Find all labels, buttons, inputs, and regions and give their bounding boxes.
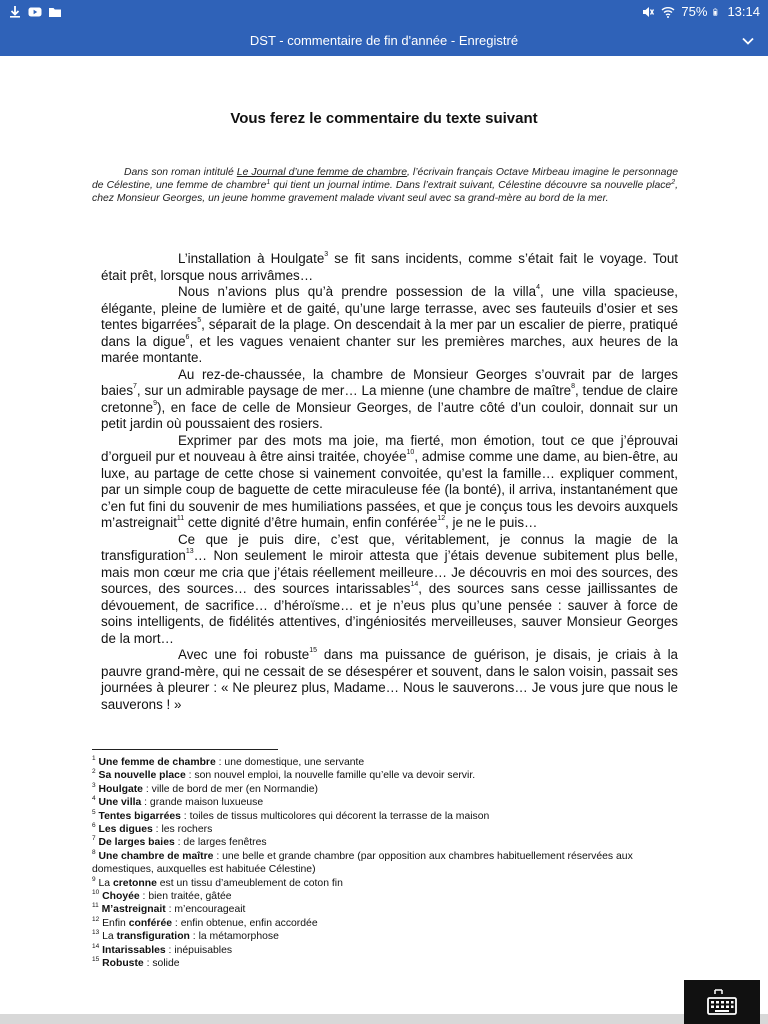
footnote-definition: : une domestique, une servante — [215, 757, 365, 768]
paragraph-text: , et les vagues venaient chanter sur les premières marches, aux heures de la marée montante. — [101, 333, 678, 365]
footnote-item — [92, 957, 682, 970]
footnote-ref: 8 — [571, 383, 576, 390]
footnote-number: 13 — [92, 929, 100, 937]
footnote-number: 8 — [92, 848, 96, 856]
battery-icon — [713, 5, 721, 19]
paragraph-text: se fit sans incidents, comme s’était fait le voyage. Tout était prêt, lorsque nous arrivâmes… — [101, 251, 678, 283]
footnote-number: 2 — [92, 768, 96, 776]
footnote-definition: : de larges fenêtres — [174, 837, 267, 849]
footnote-term: Choyée — [102, 891, 140, 903]
footnote-ref: 15 — [309, 647, 317, 654]
page-title: Vous ferez le commentaire du texte suivant — [230, 110, 538, 127]
footnote-term: Une chambre de maître — [98, 850, 214, 862]
footnote-number: 15 — [92, 956, 100, 964]
footnote-ref: 2 — [671, 179, 676, 187]
mute-icon — [641, 5, 655, 19]
paragraph-text: Ce que je puis dire, c’est que, véritablement, je connus la magie de la transfiguration — [101, 531, 678, 563]
footnote-term: Houlgate — [98, 783, 143, 795]
wifi-icon — [661, 5, 675, 19]
footnote-term: transfiguration — [116, 931, 190, 943]
footnote-definition: : enfin obtenue, enfin accordée — [172, 917, 318, 929]
download-icon — [8, 5, 22, 19]
footnote-number: 14 — [92, 942, 100, 950]
paragraph-text: , admise comme une dame, au bien-être, au luxe, au partage de cette chose si vainement convoitée, qu’est la famille… expliquer comment, par un simple coup de baguette de cette miraculeuse fée (la bonté), il arriva, instantanément que c’en fut fini du souvenir de mes humiliations passées, et que je conçus tous les devoirs auxquels m’astreignait — [101, 449, 678, 530]
footnote-item — [92, 783, 682, 796]
paragraph-text: dans ma puissance de guérison, je disais, je criais à la pauvre grand-mère, qui ne cessait de se désespérer et souvent, dans le salon voisin, passait ses journées à pleurer : « Ne pleurez plus, Madame… Nous le sauverons… Je vous jure que nous le sauverons ! » — [101, 647, 678, 712]
footnote-item — [92, 890, 682, 903]
bottom-bar — [0, 1014, 768, 1024]
paragraph-text: , des sources sans cesse jaillissantes de dévouement, de sacrifice… d’héroïsme… et je n’eus plus qu’une pensée : sauver à force de soins intelligents, de fidélités attentives, d’ingéniosités merveilleuses, sauver Monsieur Georges de la mort… — [101, 581, 678, 646]
footnote-number: 1 — [92, 755, 96, 762]
footnote-number: 9 — [92, 875, 96, 883]
footnote-number: 6 — [92, 822, 96, 830]
footnote-ref: 1 — [266, 179, 271, 187]
excerpt-text — [101, 251, 678, 713]
battery-percent: 75% — [681, 4, 708, 19]
status-time: 13:14 — [727, 4, 760, 19]
excerpt-paragraph — [101, 367, 678, 433]
keyboard-button[interactable] — [684, 980, 760, 1024]
paragraph-text: Exprimer par des mots ma joie, ma fierté, mon émotion, tout ce que j’éprouvai d’orgueil pur et nouveau à être ainsi traitée, choyée — [101, 432, 678, 464]
footnote-term: M’astreignait — [101, 904, 166, 916]
footnote-definition: : les rochers — [152, 824, 213, 836]
footnote-ref: 5 — [197, 317, 202, 324]
footnote-definition: : son nouvel emploi, la nouvelle famille qu’elle va devoir servir. — [185, 770, 476, 782]
footnote-definition: : grande maison luxueuse — [141, 797, 264, 809]
footnote-term: Intarissables — [102, 944, 166, 956]
status-left-icons — [8, 5, 62, 19]
intro-paragraph — [92, 166, 678, 206]
intro-text: qui tient un journal intime. Dans l’extrait suivant, Célestine découvre sa nouvelle place — [270, 180, 672, 192]
document-page[interactable] — [0, 56, 768, 1014]
footnote-term: cretonne — [112, 877, 157, 889]
footnote-divider — [92, 749, 278, 750]
intro-text: , chez Monsieur Georges, un jeune homme gravement malade vivant seul avec sa grand-mère au bord de la mer. — [92, 180, 678, 205]
footnote-ref: 11 — [176, 515, 185, 522]
footnote-ref: 10 — [406, 449, 415, 456]
footnote-ref: 14 — [410, 581, 419, 588]
footnote-term: Une villa — [98, 797, 142, 809]
footnote-number: 11 — [92, 902, 99, 910]
footnote-ref: 3 — [324, 251, 329, 258]
footnote-definition: : m’encourageait — [165, 904, 246, 916]
footnote-item — [92, 769, 682, 782]
footnote-term: Sa nouvelle place — [98, 770, 186, 782]
footnote-definition: : toiles de tissus multicolores qui décorent la terrasse de la maison — [180, 810, 490, 822]
footnote-definition: : une belle et grande chambre (par opposition aux chambres habituellement réservées aux domestiques, auxquelles est habituée Célestine) — [92, 850, 633, 876]
footnote-definition: : inépuisables — [165, 944, 233, 956]
footnote-number: 5 — [92, 808, 96, 816]
folder-icon — [48, 5, 62, 19]
footnote-prefix: La — [98, 877, 113, 889]
footnote-item — [92, 756, 682, 769]
footnote-number: 7 — [92, 835, 96, 843]
footnote-number: 3 — [92, 781, 96, 789]
footnote-item — [92, 836, 682, 849]
excerpt-paragraph — [101, 433, 678, 532]
footnote-number: 12 — [92, 915, 100, 923]
footnote-item — [92, 917, 682, 930]
paragraph-text: L’installation à Houlgate — [178, 251, 325, 266]
paragraph-text: Au rez-de-chaussée, la chambre de Monsieur Georges s’ouvrait par de larges baies — [101, 366, 678, 398]
footnotes — [92, 756, 682, 971]
footnote-ref: 12 — [437, 515, 446, 522]
footnote-definition: est un tissu d’ameublement de coton fin — [156, 877, 343, 889]
paragraph-text: , une villa spacieuse, élégante, pleine de lumière et de gaité, qu’une large terrasse, avec ses fauteuils d’osier et ses tentes bigarrées — [101, 284, 678, 332]
footnote-item — [92, 930, 682, 943]
paragraph-text: , je ne le puis… — [445, 515, 538, 530]
footnote-item — [92, 877, 682, 890]
footnote-term: Tentes bigarrées — [98, 810, 181, 822]
keyboard-icon — [704, 986, 740, 1018]
paragraph-text: Nous n’avions plus qu’à prendre possession de la villa — [178, 284, 537, 299]
footnote-ref: 6 — [185, 333, 190, 341]
footnote-item — [92, 903, 682, 916]
footnote-number: 4 — [92, 795, 96, 803]
footnote-ref: 13 — [185, 548, 194, 555]
footnote-item — [92, 944, 682, 957]
intro-text: , l’écrivain français Octave Mirbeau imagine le personnage de Célestine, une femme de chambre — [92, 167, 678, 192]
youtube-icon — [28, 5, 42, 19]
footnote-prefix: Enfin — [102, 917, 129, 929]
book-title: Le Journal d’une femme de chambre — [236, 167, 407, 178]
footnote-definition: : solide — [143, 958, 180, 970]
footnote-item — [92, 823, 682, 836]
excerpt-paragraph — [101, 251, 678, 284]
footnote-item — [92, 810, 682, 823]
footnote-term: Une femme de chambre — [98, 757, 216, 768]
chevron-down-icon[interactable] — [740, 33, 756, 49]
paragraph-text: ), en face de celle de Monsieur Georges, de l’autre côté d’un couloir, donnait sur un petit jardin où poussaient des rosiers. — [101, 399, 678, 431]
document-title-bar[interactable]: DST - commentaire de fin d'année - Enregistré — [249, 33, 519, 48]
footnote-term: Les digues — [98, 824, 153, 836]
footnote-definition: : la métamorphose — [189, 931, 279, 943]
paragraph-text: Avec une foi robuste — [178, 647, 310, 662]
footnote-definition: : ville de bord de mer (en Normandie) — [142, 783, 318, 795]
excerpt-paragraph — [101, 532, 678, 648]
footnote-number: 10 — [92, 889, 100, 897]
status-bar — [0, 0, 768, 26]
footnote-item — [92, 850, 682, 877]
paragraph-text: … Non seulement le miroir attesta que j’étais devenue subitement plus belle, mais mon cœur me cria que j’étais réellement meilleure… Je découvris en moi des sources, des sources, des sources… des sources intarissables — [101, 548, 678, 596]
paragraph-text: cette dignité d’être humain, enfin conférée — [184, 515, 438, 530]
paragraph-text: , sur un admirable paysage de mer… La mienne (une chambre de maître — [136, 383, 572, 398]
footnote-ref: 7 — [133, 383, 137, 390]
paragraph-text: , tendue de claire cretonne — [101, 383, 678, 415]
footnote-term: Robuste — [102, 958, 144, 970]
status-right-icons — [641, 4, 760, 19]
footnote-term: conférée — [128, 917, 173, 929]
footnote-item — [92, 796, 682, 809]
excerpt-paragraph — [101, 284, 678, 367]
footnote-term: De larges baies — [98, 837, 175, 849]
footnote-prefix: La — [102, 931, 117, 943]
footnote-ref: 9 — [153, 399, 158, 407]
app-bar — [0, 26, 768, 56]
footnote-definition: : bien traitée, gâtée — [139, 891, 232, 903]
excerpt-paragraph — [101, 647, 678, 713]
paragraph-text: , séparait de la plage. On descendait à la mer par un escalier de pierre, pratiqué dans la digue — [101, 317, 678, 349]
intro-text: Dans son roman intitulé — [124, 167, 237, 178]
footnote-ref: 4 — [536, 284, 540, 291]
